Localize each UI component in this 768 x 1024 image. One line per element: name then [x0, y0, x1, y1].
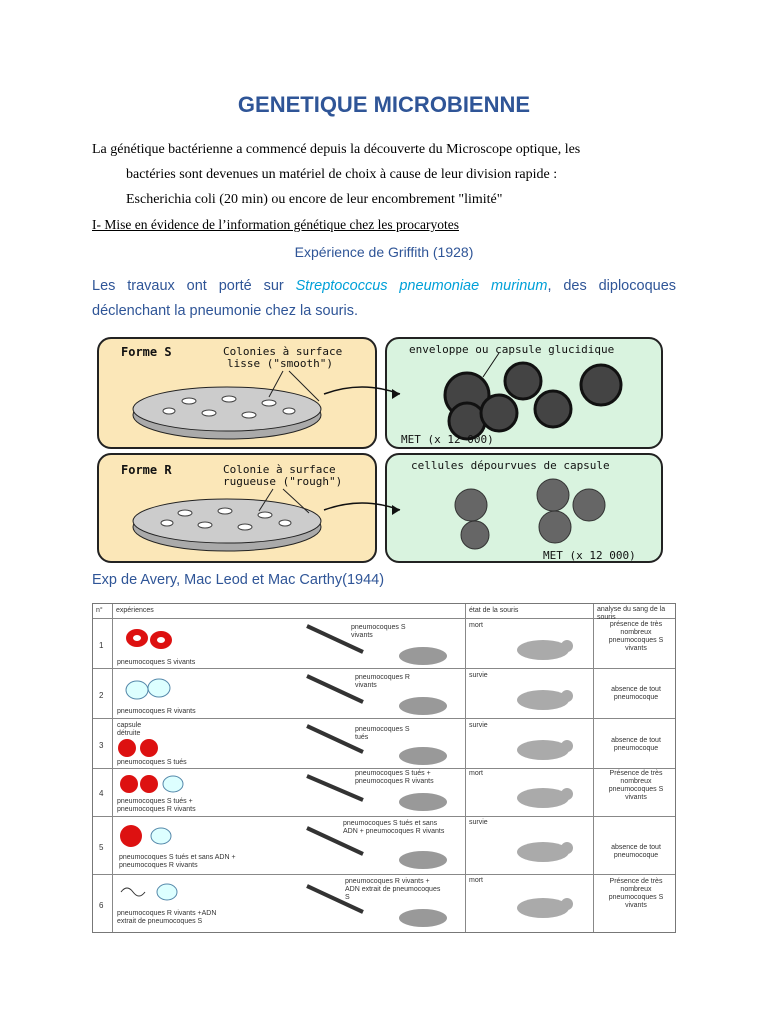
- mouse-icon: [503, 634, 583, 664]
- s-bacteria-icon: [123, 624, 183, 654]
- griffith-heading: Expérience de Griffith (1928): [294, 244, 474, 260]
- colony-s-label-2: lisse ("smooth"): [227, 357, 333, 370]
- blood-analysis: Présence de très nombreux pneumocoques S vivants: [608, 770, 664, 801]
- syringe-mouse-icon: [303, 882, 463, 930]
- row-number: 1: [99, 641, 104, 650]
- mouse-state: survie: [469, 672, 488, 679]
- syringe-mouse-icon: [303, 824, 463, 872]
- micrograph-panel-r: [385, 453, 663, 563]
- syringe-label: pneumocoques S tués et sans ADN + pneumocoques R vivants: [343, 820, 445, 835]
- arrow-s: [322, 380, 406, 410]
- syringe-mouse-icon: [303, 622, 463, 666]
- mouse-icon: [503, 892, 583, 922]
- syringe-label: pneumocoques R vivants: [355, 674, 410, 689]
- no-capsule-label: cellules dépourvues de capsule: [411, 459, 610, 472]
- intro-line-2: bactéries sont devenues un matériel de choix à cause de leur division rapide :: [126, 167, 558, 182]
- avery-table: [92, 603, 676, 933]
- mouse-state: mort: [469, 622, 483, 629]
- mouse-state: mort: [469, 877, 483, 884]
- intro-line-3: Escherichia coli (20 min) ou encore de leur encombrement "limité": [126, 192, 503, 207]
- form-r-label: Forme R: [121, 463, 172, 477]
- syringe-mouse-icon: [303, 772, 463, 814]
- avery-heading: Exp de Avery, Mac Leod et Mac Carthy(1944): [92, 572, 385, 588]
- mouse-state: mort: [469, 770, 483, 777]
- mouse-icon: [503, 684, 583, 714]
- syringe-mouse-icon: [303, 672, 463, 716]
- section-heading: I- Mise en évidence de l’information génétique chez les procaryotes: [92, 217, 459, 232]
- row-number: 5: [99, 843, 104, 852]
- mixed-bacteria-icon: [117, 772, 187, 796]
- blood-analysis: présence de très nombreux pneumocoques S vivants: [608, 621, 664, 652]
- form-s-label: Forme S: [121, 345, 172, 359]
- row-left-label: pneumocoques S tués: [117, 759, 187, 766]
- species-name: Streptococcus pneumoniae murinum: [295, 278, 548, 294]
- intro-paragraph: Les travaux ont porté sur Streptococcus pneumoniae murinum, des diplocoques déclenchant la pneumonie chez la souris.: [92, 278, 677, 319]
- blood-analysis: absence de tout pneumocoque: [611, 844, 661, 859]
- header-experiences: expériences: [116, 607, 154, 614]
- colony-s-label-1: Colonies à surface: [223, 345, 343, 358]
- dna-bacteria-icon: [117, 880, 187, 906]
- mouse-icon: [503, 734, 583, 764]
- micrograph-s: [387, 339, 661, 447]
- killed-s-icon: [115, 736, 175, 760]
- row-left-label: pneumocoques R vivants +ADN extrait de pneumocoques S: [117, 910, 217, 925]
- intro-line-1: La génétique bactérienne a commencé depuis la découverte du Microscope optique, les: [92, 142, 581, 157]
- syringe-label: pneumocoques R vivants + ADN extrait de pneumocoques S: [345, 878, 441, 901]
- blood-analysis: absence de tout pneumocoque: [611, 737, 661, 752]
- syringe-label: pneumocoques S tués + pneumocoques R vivants: [355, 770, 434, 785]
- syringe-mouse-icon: [303, 722, 463, 766]
- syringe-label: pneumocoques S tués: [355, 726, 410, 741]
- r-bacteria-icon: [123, 674, 183, 704]
- mixed-bacteria-icon: [117, 822, 187, 850]
- row-number: 2: [99, 691, 104, 700]
- header-state: état de la souris: [469, 607, 519, 614]
- mouse-state: survie: [469, 722, 488, 729]
- row-left-label: pneumocoques R vivants: [117, 708, 196, 715]
- row-left-label: pneumocoques S tués et sans ADN + pneumocoques R vivants: [119, 854, 236, 869]
- mouse-state: survie: [469, 819, 488, 826]
- row-number: 4: [99, 789, 104, 798]
- capsule-destroyed-label: capsule détruite: [117, 722, 142, 737]
- mouse-icon: [503, 782, 583, 812]
- blood-analysis: absence de tout pneumocoque: [611, 686, 661, 701]
- syringe-label: pneumocoques S vivants: [351, 624, 406, 639]
- row-left-label: pneumocoques S tués + pneumocoques R vivants: [117, 798, 196, 813]
- colony-r-label-2: rugueuse ("rough"): [223, 475, 343, 488]
- arrow-r: [322, 496, 406, 526]
- micrograph-r: [387, 455, 661, 561]
- mouse-icon: [503, 836, 583, 866]
- colony-r-label-1: Colonie à surface: [223, 463, 336, 476]
- scale-r: MET (x 12 000): [543, 549, 636, 562]
- page-title: GENETIQUE MICROBIENNE: [237, 92, 531, 117]
- header-blood: analyse du sang de la souris: [597, 606, 666, 621]
- scale-s: MET (x 12 000): [401, 433, 494, 446]
- header-n: n°: [96, 607, 103, 614]
- row-left-label: pneumocoques S vivants: [117, 659, 196, 666]
- row-number: 3: [99, 741, 104, 750]
- row-number: 6: [99, 901, 104, 910]
- micrograph-panel-s: [385, 337, 663, 449]
- blood-analysis: Présence de très nombreux pneumocoques S vivants: [608, 878, 664, 909]
- capsule-label: enveloppe ou capsule glucidique: [409, 343, 615, 356]
